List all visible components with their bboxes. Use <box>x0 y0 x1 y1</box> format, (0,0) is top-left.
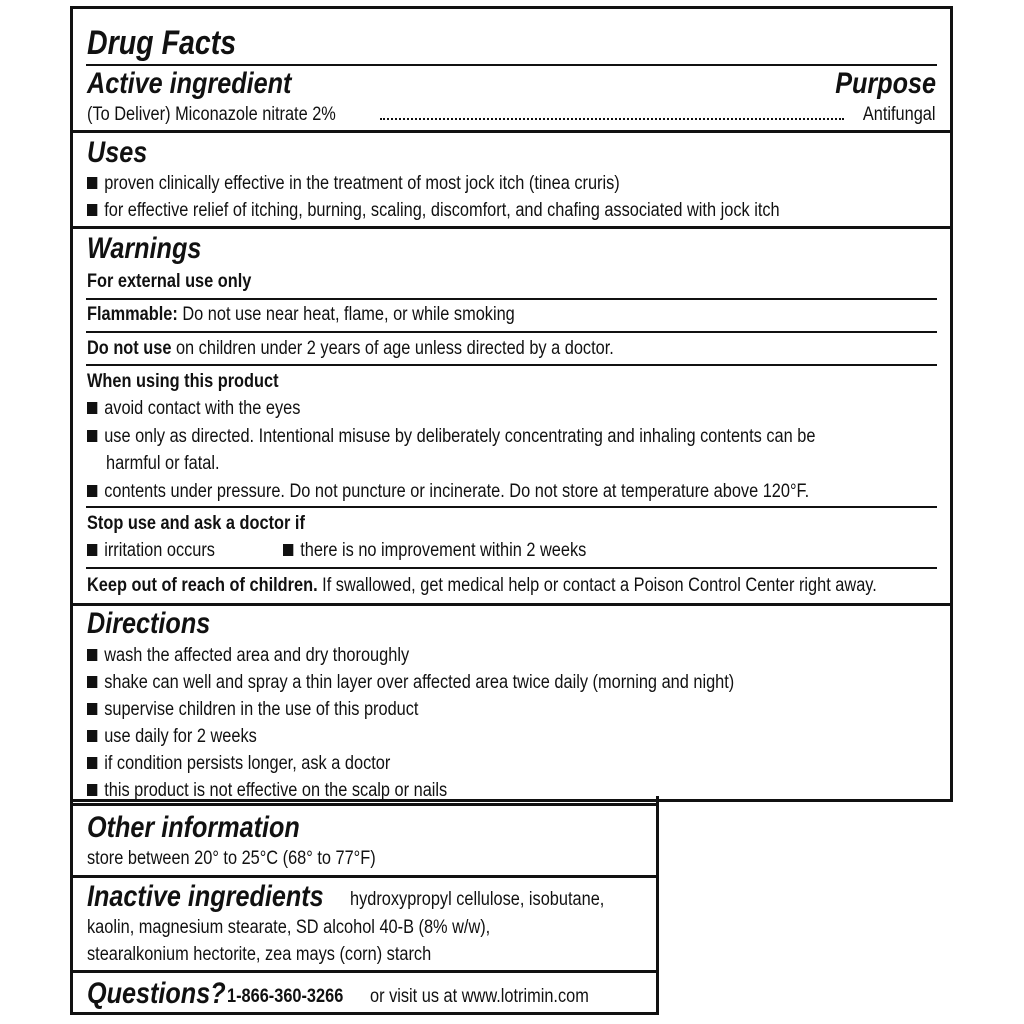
section-divider <box>73 803 656 806</box>
keep-out-of-reach-warning: Keep out of reach of children. If swallowed, get medical help or contact a Poison Control Center right away. <box>87 575 877 596</box>
other-information-heading: Other information <box>87 811 300 844</box>
uses-item: proven clinically effective in the treatment of most jock itch (tinea cruris) <box>87 173 620 195</box>
active-ingredient-text: (To Deliver) Miconazole nitrate 2% <box>87 104 336 125</box>
directions-item: wash the affected area and dry thoroughly <box>87 645 409 667</box>
when-using-item-continued: harmful or fatal. <box>106 453 220 474</box>
divider <box>86 64 937 66</box>
external-use-text: For external use only <box>87 271 252 292</box>
directions-item: if condition persists longer, ask a doctor <box>87 753 390 775</box>
drug-facts-title: Drug Facts <box>87 24 237 62</box>
divider <box>86 506 937 508</box>
when-using-heading: When using this product <box>87 371 279 392</box>
section-divider <box>73 130 950 133</box>
directions-item: use daily for 2 weeks <box>87 726 257 748</box>
questions-heading: Questions? <box>87 977 226 1010</box>
inactive-ingredients-text: kaolin, magnesium stearate, SD alcohol 40-B (8% w/w), <box>87 917 491 938</box>
other-information-text: store between 20° to 25°C (68° to 77°F) <box>87 848 376 869</box>
uses-item: for effective relief of itching, burning, scaling, discomfort, and chafing associated with jock itch <box>87 200 780 222</box>
divider <box>86 331 937 333</box>
section-divider <box>653 799 950 802</box>
when-using-item: contents under pressure. Do not puncture or incinerate. Do not store at temperature above 120°F. <box>87 481 809 503</box>
inactive-ingredients-text: stearalkonium hectorite, zea mays (corn) starch <box>87 944 432 965</box>
inactive-ingredients-text: hydroxypropyl cellulose, isobutane, <box>350 889 605 910</box>
warnings-heading: Warnings <box>87 232 202 265</box>
leader-dots <box>380 118 844 120</box>
flammable-warning: Flammable: Do not use near heat, flame, or while smoking <box>87 304 515 325</box>
directions-heading: Directions <box>87 607 211 640</box>
stop-use-item: there is no improvement within 2 weeks <box>283 540 586 562</box>
active-ingredient-heading: Active ingredient <box>87 67 292 100</box>
stop-use-heading: Stop use and ask a doctor if <box>87 513 305 534</box>
inactive-ingredients-heading: Inactive ingredients <box>87 880 324 913</box>
directions-item: shake can well and spray a thin layer over affected area twice daily (morning and night) <box>87 672 734 694</box>
stop-use-item: irritation occurs <box>87 540 215 562</box>
divider <box>86 567 937 569</box>
do-not-use-warning: Do not use on children under 2 years of age unless directed by a doctor. <box>87 338 614 359</box>
uses-heading: Uses <box>87 136 148 169</box>
purpose-heading: Purpose <box>835 67 936 100</box>
when-using-item: avoid contact with the eyes <box>87 398 300 420</box>
when-using-item: use only as directed. Intentional misuse by deliberately concentrating and inhaling contents can be <box>87 426 815 448</box>
questions-website-text: or visit us at www.lotrimin.com <box>370 986 589 1007</box>
section-divider <box>73 226 950 229</box>
directions-item: supervise children in the use of this product <box>87 699 418 721</box>
directions-item: this product is not effective on the scalp or nails <box>87 780 447 802</box>
divider <box>86 298 937 300</box>
section-divider <box>73 970 656 973</box>
questions-phone: 1-866-360-3266 <box>227 986 344 1007</box>
section-divider <box>73 875 656 878</box>
divider <box>86 364 937 366</box>
section-divider <box>73 603 950 606</box>
purpose-text: Antifungal <box>863 104 936 125</box>
